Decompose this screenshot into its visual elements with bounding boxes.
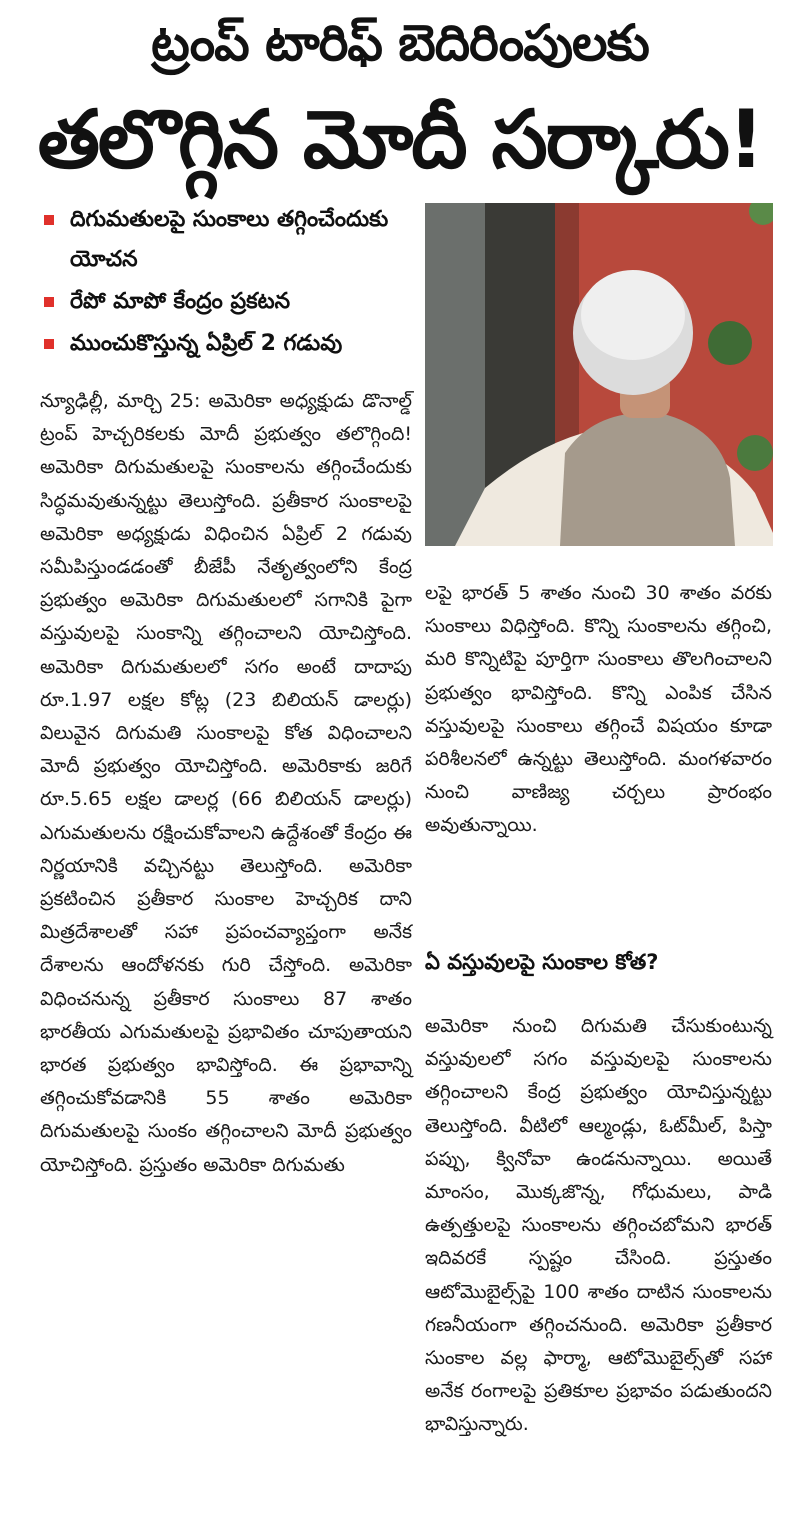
article-column-2: లపై భారత్ 5 శాతం నుంచి 30 శాతం వరకు సుంకాలు విధిస్తోంది. కొన్ని సుంకాలను తగ్గించి, మరి కొన్నిటిపై పూర్తిగా సుంకాలు తొలగించాలని ప్రభుత్వం భావిస్తోంది. కొన్ని ఎంపిక చేసిన వస్తువులపై సుంకాలు తగ్గించే విషయం కూడా పరిశీలనలో ఉన్నట్టు తెలుస్తోంది. మంగళవారం నుంచి వాణిజ్య చర్చలు ప్రారంభం అవుతున్నాయి. (425, 582, 772, 837)
red-square-bullet-icon (44, 297, 54, 307)
red-square-bullet-icon (44, 215, 54, 225)
highlights-list (40, 200, 410, 366)
red-square-bullet-icon (44, 339, 54, 349)
photo-man-from-behind-icon (425, 203, 773, 546)
headline-main: తలొగ్గిన మోదీ సర్కారు! (37, 93, 763, 186)
highlight-text: రేపో మాపో కేంద్రం ప్రకటన (70, 289, 291, 314)
highlight-item (40, 200, 410, 280)
news-photo (425, 203, 773, 546)
highlight-item (40, 282, 410, 322)
section-subheading: ఏ వస్తువులపై సుంకాల కోత? (425, 950, 659, 974)
article-column-2-continued: అమెరికా నుంచి దిగుమతి చేసుకుంటున్న వస్తువులలో సగం వస్తువులపై సుంకాలను తగ్గించాలని కేంద్ర ప్రభుత్వం యోచిస్తున్నట్టు తెలుస్తోంది. వీటిలో ఆల్మండ్లు, ఓట్‌మీల్, పిస్తా పప్పు, క్వినోవా ఉండనున్నాయి. అయితే మాంసం, మొక్కజొన్న, గోధుమలు, పాడి ఉత్పత్తులపై సుంకాలను తగ్గించబోమని భారత్ ఇదివరకే స్పష్టం చేసింది. ప్రస్తుతం ఆటోమొబైల్స్‌పై 100 శాతం దాటిన సుంకాలను గణనీయంగా తగ్గించనుంది. అమెరికా ప్రతీకార సుంకాల వల్ల ఫార్మా, ఆటోమొబైల్స్‌తో సహా అనేక రంగాలపై ప్రతికూల ప్రభావం పడుతుందని భావిస్తున్నారు. (425, 1015, 772, 1436)
article-column-1: న్యూఢిల్లీ, మార్చి 25: అమెరికా అధ్యక్షుడు డొనాల్డ్ ట్రంప్ హెచ్చరికలకు మోదీ ప్రభుత్వం తలొగ్గింది! అమెరికా దిగుమతులపై సుంకాలను తగ్గించేందుకు సిద్ధమవుతున్నట్టు తెలుస్తోంది. ప్రతీకార సుంకాలపై అమెరికా అధ్యక్షుడు విధించిన ఏప్రిల్ 2 గడువు సమీపిస్తుండడంతో బీజేపీ నేతృత్వంలోని కేంద్ర ప్రభుత్వం అమెరికా దిగుమతులలో సగానికి పైగా వస్తువులపై సుంకాన్ని తగ్గించాలని యోచిస్తోంది. అమెరికా దిగుమతులలో సగం అంటే దాదాపు రూ.1.97 లక్షల కోట్ల (23 బిలియన్ డాలర్లు) విలువైన దిగుమతి సుంకాలపై కోత విధించాలని మోదీ ప్రభుత్వం యోచిస్తోంది. అమెరికాకు జరిగే రూ.5.65 లక్షల డాలర్ల (66 బిలియన్ డాలర్లు) ఎగుమతులను రక్షించుకోవాలని ఉద్దేశంతో కేంద్రం ఈ నిర్ణయానికి వచ్చినట్టు తెలుస్తోంది. అమెరికా ప్రకటించిన ప్రతీకార సుంకాల హెచ్చరిక దాని మిత్రదేశాలతో సహా ప్రపంచవ్యాప్తంగా అనేక దేశాలను ఆందోళనకు గురి చేస్తోంది. అమెరికా విధించనున్న ప్రతీకార సుంకాలు 87 శాతం భారతీయ ఎగుమతులపై ప్రభావితం చూపుతాయని భారత ప్రభుత్వం భావిస్తోంది. ఈ ప్రభావాన్ని తగ్గించుకోవడానికి 55 శాతం అమెరికా దిగుమతులపై సుంకం తగ్గించాలని మోదీ ప్రభుత్వం యోచిస్తోంది. ప్రస్తుతం అమెరికా దిగుమతు (40, 390, 412, 1176)
headline-kicker: ట్రంప్ టారిఫ్ బెదిరింపులకు (151, 14, 649, 72)
highlight-text: ముంచుకొస్తున్న ఏప్రిల్ 2 గడువు (70, 331, 343, 356)
highlight-item (40, 324, 410, 364)
highlight-text: దిగుమతులపై సుంకాలు తగ్గించేందుకు యోచన (70, 207, 389, 272)
